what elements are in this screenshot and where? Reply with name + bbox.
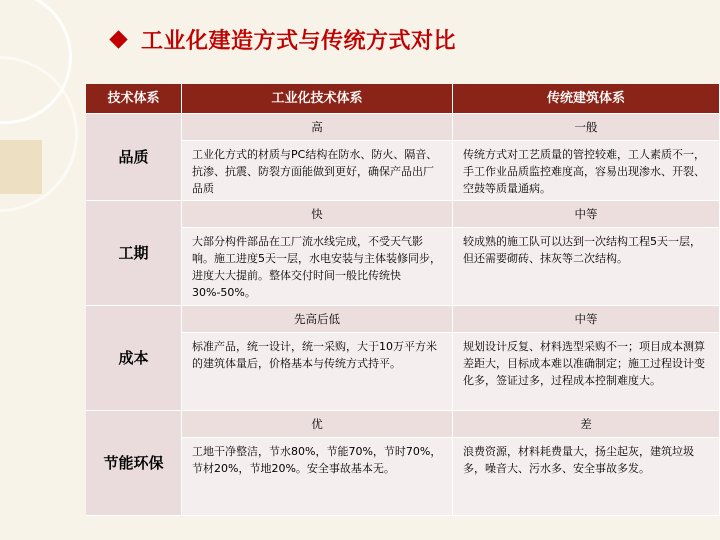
- industrial-description-cell: 工地干净整洁，节水80%，节能70%，节时70%，节材20%，节地20%。安全事故基本无。: [182, 438, 453, 516]
- traditional-rating-cell: 一般: [453, 114, 720, 141]
- category-cell: 成本: [86, 306, 182, 411]
- header-cell-traditional: 传统建筑体系: [453, 84, 720, 114]
- header-cell-industrial: 工业化技术体系: [182, 84, 453, 114]
- industrial-description-cell: 工业化方式的材质与PC结构在防水、防火、隔音、抗渗、抗震、防裂方面能做到更好，确保产品出厂品质: [182, 141, 453, 201]
- traditional-rating-cell: 差: [453, 411, 720, 438]
- category-cell: 节能环保: [86, 411, 182, 516]
- industrial-rating-cell: 先高后低: [182, 306, 453, 333]
- diamond-bullet-icon: [109, 30, 127, 48]
- comparison-table: [86, 84, 720, 516]
- traditional-rating-cell: 中等: [453, 306, 720, 333]
- category-cell: 工期: [86, 201, 182, 306]
- header-cell-system: 技术体系: [86, 84, 182, 114]
- slide-title-text: 工业化建造方式与传统方式对比: [141, 28, 457, 54]
- slide-title: [112, 22, 456, 56]
- industrial-description-cell: 大部分构件部品在工厂流水线完成，不受天气影响。施工进度5天一层，水电安装与主体装修同步，进度大大提前。整体交付时间一般比传统快30%-50%。: [182, 228, 453, 306]
- industrial-rating-cell: 快: [182, 201, 453, 228]
- traditional-rating-cell: 中等: [453, 201, 720, 228]
- industrial-description-cell: 标准产品，统一设计，统一采购，大于10万平方米的建筑体量后，价格基本与传统方式持平。: [182, 333, 453, 411]
- traditional-description-cell: 规划设计反复、材料选型采购不一；项目成本测算差距大，目标成本难以准确制定；施工过程设计变化多，签证过多，过程成本控制难度大。: [453, 333, 720, 411]
- category-cell: 品质: [86, 114, 182, 201]
- industrial-rating-cell: 优: [182, 411, 453, 438]
- traditional-description-cell: 传统方式对工艺质量的管控较难，工人素质不一，手工作业品质监控难度高，容易出现渗水、开裂、空鼓等质量通病。: [453, 141, 720, 201]
- decorative-bar: [0, 140, 42, 194]
- industrial-rating-cell: 高: [182, 114, 453, 141]
- traditional-description-cell: 较成熟的施工队可以达到一次结构工程5天一层，但还需要砌砖、抹灰等二次结构。: [453, 228, 720, 306]
- traditional-description-cell: 浪费资源，材料耗费量大，扬尘起灰，建筑垃圾多，噪音大、污水多、安全事故多发。: [453, 438, 720, 516]
